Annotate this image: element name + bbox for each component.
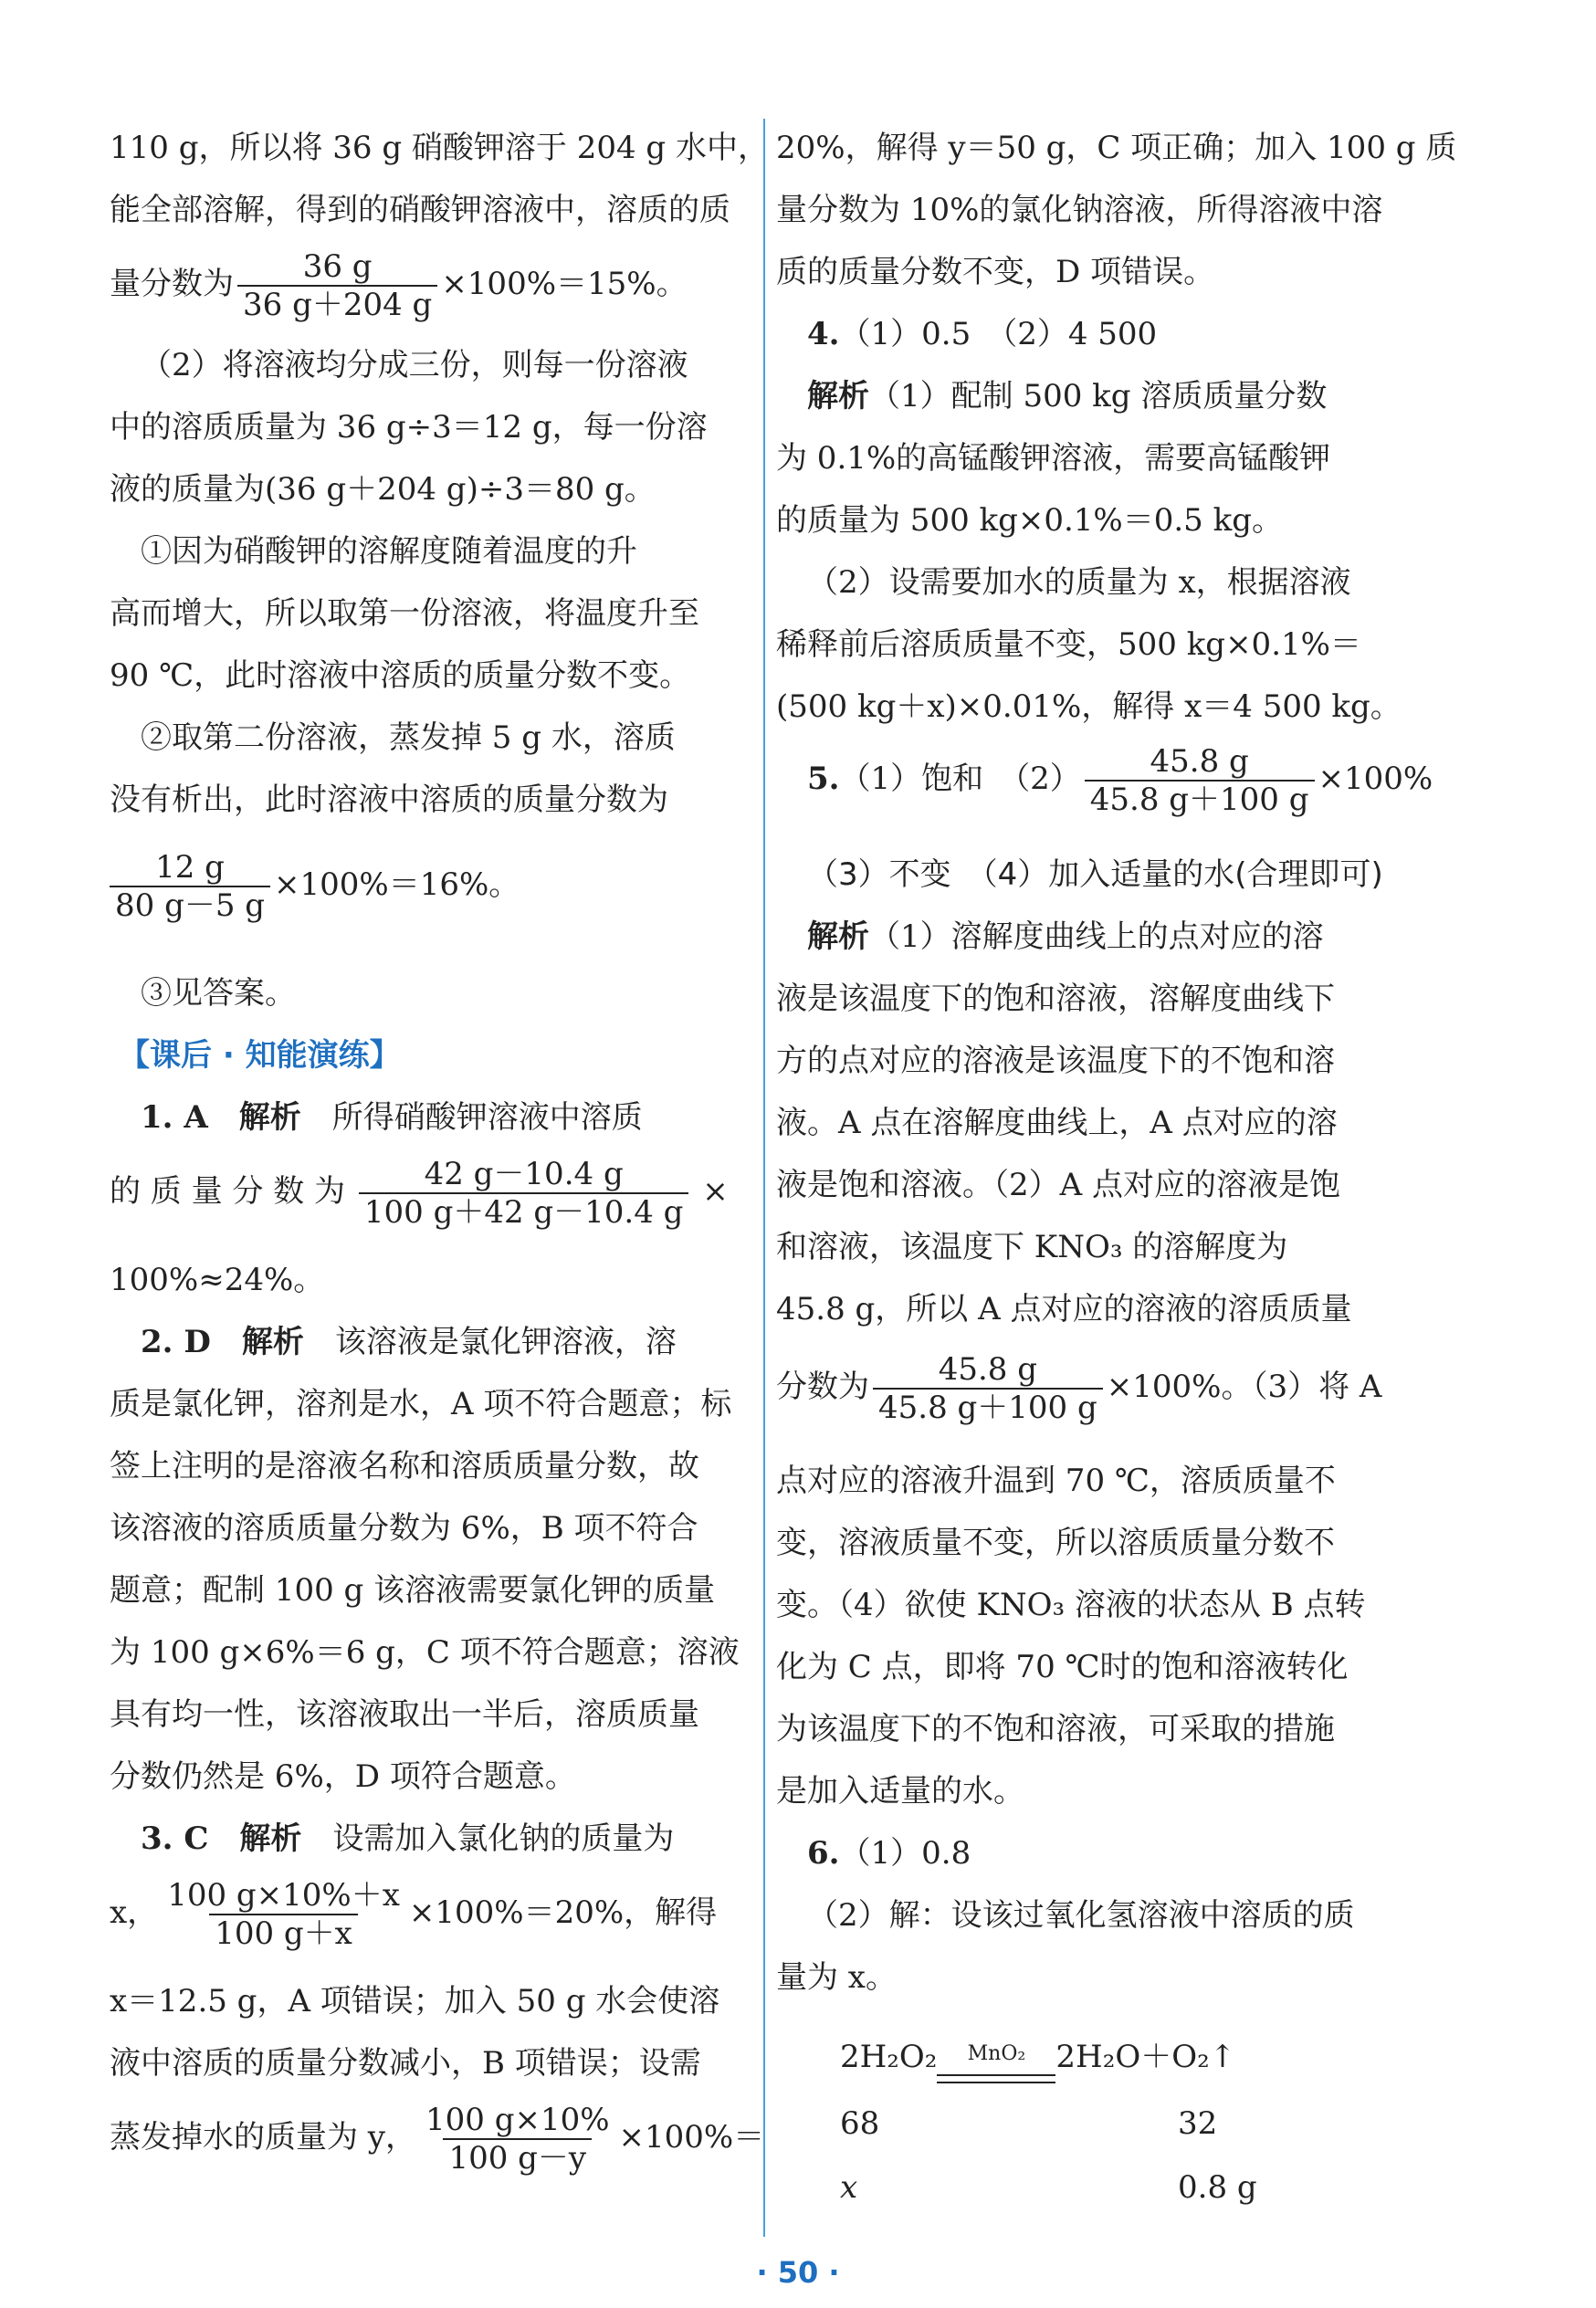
text-line: 蒸发掉水的质量为 y， $\frac{100 g\times 10\%}{100 g-y}$ ×100%＝ [110, 2102, 765, 2177]
section-heading: 【课后 · 知能演练】 [119, 1037, 401, 1074]
text-line: 100%≈24%。 [110, 1262, 325, 1298]
text-line: 变。（4）欲使 KNO₃ 溶液的状态从 B 点转 [776, 1587, 1366, 1623]
text-line: ③见答案。 [141, 975, 296, 1012]
text-line: 和溶液，该温度下 KNO₃ 的溶解度为 [776, 1229, 1288, 1265]
text-line: 高而增大，所以取第一份溶液，将温度升至 [110, 595, 699, 632]
reaction-condition: MnO₂ [937, 2034, 1055, 2083]
text-line: 1. A 解析 所得硝酸钾溶液中溶质 [141, 1099, 643, 1136]
text-line: 液是该温度下的饱和溶液，溶解度曲线下 [776, 981, 1335, 1017]
text-line: 分数为 $\frac{45.8 g}{45.8 g+100 g}$ ×100%。（3）将 A [776, 1351, 1382, 1426]
text-line: 解析（1）溶解度曲线上的点对应的溶 [807, 918, 1324, 955]
text-line: （2）设需要加水的质量为 x，根据溶液 [807, 564, 1351, 601]
text-line: （3）不变 （4）加入适量的水(合理即可) [807, 856, 1383, 893]
text-line: 化为 C 点，即将 70 ℃时的饱和溶液转化 [776, 1649, 1349, 1685]
fraction: $\frac{45.8 g}{45.8 g+100 g}$ [1085, 743, 1315, 818]
column-divider [763, 119, 765, 2237]
chemical-equation: 2H₂O₂ MnO₂ 2H₂O＋O₂↑ [840, 2034, 1235, 2083]
text-line: x， $\frac{100 g\times 10\%+x}{100 g+x}$ ×100%＝20%，解得 [110, 1877, 718, 1952]
fraction: $\frac{100 g\times 10\%+x}{100 g+x}$ [167, 1877, 400, 1952]
fraction: $\frac{12 g}{80 g-5 g}$ [110, 849, 270, 924]
text-line: 质是氯化钾，溶剂是水，A 项不符合题意；标 [110, 1386, 732, 1422]
text-line: （2）解：设该过氧化氢溶液中溶质的质 [807, 1897, 1355, 1934]
page-number: · 50 · [756, 2255, 840, 2290]
text-line: 没有析出，此时溶液中溶质的质量分数为 [110, 782, 668, 818]
text-line: ②取第二份溶液，蒸发掉 5 g 水，溶质 [141, 719, 676, 756]
text-line: 20%，解得 y＝50 g，C 项正确；加入 100 g 质 [776, 130, 1457, 166]
molar-mass-left: 68 [840, 2105, 880, 2142]
text-line: x＝12.5 g，A 项错误；加入 50 g 水会使溶 [110, 1983, 720, 2020]
text-line: 中的溶质质量为 36 g÷3＝12 g，每一份溶 [110, 409, 708, 446]
variable-left: x [840, 2169, 858, 2206]
fraction: $\frac{36 g}{36 g+204 g}$ [237, 248, 437, 323]
text-line: 4.（1）0.5 （2）4 500 [807, 316, 1158, 352]
text-line: 6.（1）0.8 [807, 1835, 971, 1872]
text-line: 题意；配制 100 g 该溶液需要氯化钾的质量 [110, 1572, 716, 1609]
text-line: 为 100 g×6%＝6 g，C 项不符合题意；溶液 [110, 1634, 740, 1671]
text-line: 稀释前后溶质质量不变，500 kg×0.1%＝ [776, 626, 1361, 663]
variable-right: 0.8 g [1178, 2169, 1257, 2206]
text-line: 90 ℃，此时溶液中溶质的质量分数不变。 [110, 657, 691, 694]
text-line: 点对应的溶液升温到 70 ℃，溶质质量不 [776, 1463, 1336, 1499]
molar-mass-right: 32 [1178, 2105, 1218, 2142]
text-line: 110 g，所以将 36 g 硝酸钾溶于 204 g 水中， [110, 130, 770, 166]
text-line: 为 0.1%的高锰酸钾溶液，需要高锰酸钾 [776, 440, 1331, 477]
fraction: $\frac{100 g\times 10\%}{100 g-y}$ [425, 2102, 610, 2177]
text-line: (500 kg＋x)×0.01%，解得 x＝4 500 kg。 [776, 688, 1402, 725]
text-line: 变，溶液质量不变，所以溶质质量分数不 [776, 1525, 1335, 1561]
text-line: 质的质量分数不变，D 项错误。 [776, 254, 1215, 290]
text-line: （2）将溶液均分成三份，则每一份溶液 [141, 347, 688, 383]
fraction: $\frac{42 g-10.4 g}{100 g+42 g-10.4 g}$ [359, 1156, 689, 1231]
text-line: 液是饱和溶液。（2）A 点对应的溶液是饱 [776, 1167, 1340, 1203]
text-line: 45.8 g，所以 A 点对应的溶液的溶质质量 [776, 1291, 1352, 1327]
text-line: 能全部溶解，得到的硝酸钾溶液中，溶质的质 [110, 192, 730, 228]
text-line: $\frac{12 g}{80 g-5 g}$ ×100%＝16%。 [110, 849, 520, 924]
text-line: 量分数为 10%的氯化钠溶液，所得溶液中溶 [776, 192, 1383, 228]
text-line: 具有均一性，该溶液取出一半后，溶质质量 [110, 1696, 699, 1733]
text-line: 液。A 点在溶解度曲线上，A 点对应的溶 [776, 1105, 1338, 1141]
text-line: 为该温度下的不饱和溶液，可采取的措施 [776, 1711, 1335, 1747]
text-line: 签上注明的是溶液名称和溶质质量分数，故 [110, 1448, 699, 1484]
text-line: 2. D 解析 该溶液是氯化钾溶液，溶 [141, 1324, 677, 1360]
text-line: 的 质 量 分 数 为 $\frac{42 g-10.4 g}{100 g+42 g-10.4 g}$ × [110, 1156, 729, 1231]
text-line: 解析（1）配制 500 kg 溶质质量分数 [807, 378, 1328, 414]
fraction: $\frac{45.8 g}{45.8 g+100 g}$ [873, 1351, 1103, 1426]
text-line: 方的点对应的溶液是该温度下的不饱和溶 [776, 1043, 1335, 1079]
text-line: 是加入适量的水。 [776, 1773, 1024, 1810]
text-line: 液的质量为(36 g＋204 g)÷3＝80 g。 [110, 471, 656, 508]
text-line: 量分数为 $\frac{36 g}{36 g+204 g}$ ×100%＝15%。 [110, 248, 688, 323]
text-line: 量为 x。 [776, 1959, 897, 1996]
text-line: 液中溶质的质量分数减小，B 项错误；设需 [110, 2045, 701, 2082]
text-line: 3. C 解析 设需加入氯化钠的质量为 [141, 1820, 675, 1857]
text-line: 5.（1）饱和 （2） $\frac{45.8 g}{45.8 g+100 g}$ ×100% [807, 743, 1433, 818]
text-line: 的质量为 500 kg×0.1%＝0.5 kg。 [776, 502, 1283, 539]
text-line: 该溶液的溶质质量分数为 6%，B 项不符合 [110, 1510, 698, 1547]
text-line: ①因为硝酸钾的溶解度随着温度的升 [141, 533, 637, 570]
text-line: 分数仍然是 6%，D 项符合题意。 [110, 1758, 576, 1795]
